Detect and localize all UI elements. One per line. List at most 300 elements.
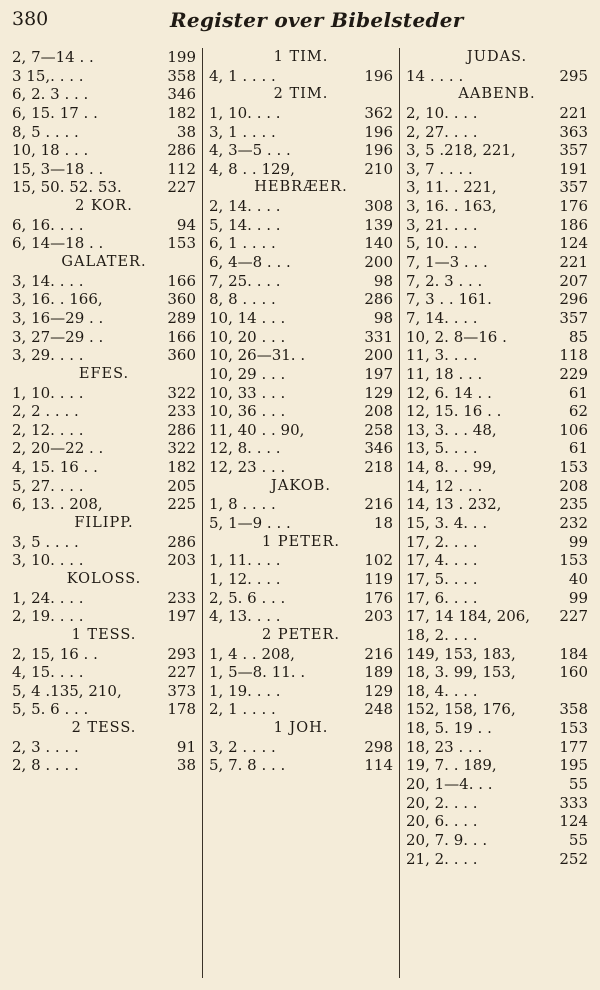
verse-reference: 3, 16. . 163, [406, 197, 497, 216]
page-reference: 40 [568, 569, 588, 588]
page-reference: 182 [167, 458, 196, 477]
page-reference: 61 [568, 439, 588, 458]
index-entry [12, 607, 196, 626]
page-reference: 102 [364, 551, 393, 570]
page-reference: 118 [559, 346, 588, 365]
index-entry [209, 402, 393, 421]
verse-reference: 2, 10. . . . [406, 103, 478, 122]
page-reference: 112 [167, 159, 196, 178]
page-reference: 207 [559, 271, 588, 290]
page-reference: 119 [364, 569, 393, 588]
verse-reference: 18, 3. 99, 153, [406, 663, 516, 682]
verse-reference: 4, 15. 16 . . [12, 458, 98, 477]
verse-reference: 7, 2. 3 . . . [406, 271, 483, 290]
page-reference: 18 [373, 514, 393, 533]
verse-reference: 20, 2. . . . [406, 793, 478, 812]
verse-reference: 11, 40 . . 90, [209, 420, 305, 439]
page-reference: 289 [167, 308, 196, 327]
index-entry [12, 290, 196, 309]
index-entry [209, 514, 393, 533]
index-entry [209, 160, 393, 179]
index-entry [406, 570, 588, 589]
index-entry [406, 216, 588, 235]
index-entry [209, 141, 393, 160]
column-divider [399, 48, 400, 978]
index-entry [12, 402, 196, 421]
index-entry [406, 253, 588, 272]
index-entry [406, 794, 588, 813]
verse-reference: 17, 2. . . . [406, 532, 478, 551]
verse-reference: 10, 2. 8—16 . [406, 327, 507, 346]
index-entry [406, 514, 588, 533]
page-reference: 62 [568, 402, 588, 421]
verse-reference: 11, 18 . . . [406, 364, 483, 383]
page-reference: 55 [568, 830, 588, 849]
page-reference: 286 [167, 420, 196, 439]
page-reference: 233 [167, 402, 196, 421]
index-entry [209, 551, 393, 570]
book-heading: 2 TESS. [71, 720, 137, 737]
index-entry [209, 421, 393, 440]
book-heading: EFES. [78, 365, 130, 382]
page-reference: 99 [568, 588, 588, 607]
index-entry [12, 756, 196, 775]
page-reference: 205 [167, 476, 196, 495]
page-reference: 98 [373, 271, 393, 290]
index-entry [209, 607, 393, 626]
index-entry [209, 67, 393, 86]
verse-reference: 19, 7. . 189, [406, 756, 497, 775]
verse-reference: 7, 3 . . 161. [406, 290, 492, 309]
verse-reference: 18, 5. 19 . . [406, 719, 492, 738]
page-reference: 235 [559, 495, 588, 514]
index-entry [209, 346, 393, 365]
page-reference: 295 [559, 66, 588, 85]
verse-reference: 6, 15. 17 . . [12, 103, 98, 122]
page-reference: 232 [559, 514, 588, 533]
verse-reference: 13, 3. . . 48, [406, 420, 497, 439]
index-entry [209, 290, 393, 309]
index-entry [209, 570, 393, 589]
verse-reference: 2, 14. . . . [209, 197, 281, 216]
verse-reference: 2, 7—14 . . [12, 48, 94, 66]
page-reference: 227 [167, 178, 196, 197]
page-reference: 38 [176, 756, 196, 775]
index-entry [209, 197, 393, 216]
index-entry [12, 439, 196, 458]
verse-reference: 2, 20—22 . . [12, 439, 104, 458]
page-reference: 186 [559, 215, 588, 234]
index-entry [406, 850, 588, 869]
page-reference: 166 [167, 327, 196, 346]
verse-reference: 10, 20 . . . [209, 327, 286, 346]
index-entry [406, 439, 588, 458]
index-entry [209, 458, 393, 477]
index-entry [209, 439, 393, 458]
verse-reference: 2, 2 . . . . [12, 402, 79, 421]
index-entry [12, 67, 196, 86]
verse-reference: 1, 11. . . . [209, 551, 281, 570]
index-entry [12, 551, 196, 570]
index-entry [209, 253, 393, 272]
page-reference: 195 [559, 756, 588, 775]
index-entry [12, 495, 196, 514]
page-reference: 184 [559, 644, 588, 663]
page-reference: 139 [364, 215, 393, 234]
verse-reference: 2, 12. . . . [12, 420, 84, 439]
index-entry [209, 645, 393, 664]
index-entry [406, 178, 588, 197]
verse-reference: 10, 36 . . . [209, 402, 286, 421]
index-entry [209, 756, 393, 775]
page-reference: 373 [167, 681, 196, 700]
page-reference: 208 [364, 402, 393, 421]
verse-reference: 1, 8 . . . . [209, 495, 276, 514]
page-reference: 91 [176, 737, 196, 756]
index-entry [12, 85, 196, 104]
index-entry [209, 682, 393, 701]
page-reference: 166 [167, 271, 196, 290]
verse-reference: 4, 8 . . 129, [209, 159, 295, 178]
verse-reference: 3, 2 . . . . [209, 737, 276, 756]
verse-reference: 8, 8 . . . . [209, 290, 276, 309]
page-reference: 227 [559, 607, 588, 626]
verse-reference: 10, 18 . . . [12, 141, 89, 160]
verse-reference: 6, 14—18 . . [12, 234, 104, 253]
page-reference: 248 [364, 700, 393, 719]
page-reference: 216 [364, 644, 393, 663]
verse-reference: 2, 15, 16 . . [12, 644, 98, 663]
index-entry [12, 48, 196, 67]
index-entry [406, 756, 588, 775]
verse-reference: 6, 4—8 . . . [209, 253, 291, 272]
index-entry [406, 775, 588, 794]
verse-reference: 14, 13 . 232, [406, 495, 502, 514]
page-reference: 106 [559, 420, 588, 439]
index-entry [406, 197, 588, 216]
page-reference: 200 [364, 346, 393, 365]
verse-reference: 17, 6. . . . [406, 588, 478, 607]
index-entry [209, 589, 393, 608]
verse-reference: 4, 15. . . . [12, 663, 84, 682]
verse-reference: 5, 4 .135, 210, [12, 681, 122, 700]
index-entry [209, 234, 393, 253]
verse-reference: 3, 5 . . . . [12, 532, 79, 551]
index-entry [406, 123, 588, 142]
index-entry [12, 682, 196, 701]
verse-reference: 5, 14. . . . [209, 215, 281, 234]
page-reference: 216 [364, 495, 393, 514]
page-reference: 38 [176, 122, 196, 141]
index-entry [406, 551, 588, 570]
index-entry [406, 831, 588, 850]
index-entry [209, 365, 393, 384]
book-heading: 2 KOR. [75, 198, 133, 215]
page-reference: 203 [167, 551, 196, 570]
verse-reference: 4, 1 . . . . [209, 66, 276, 85]
index-entry [406, 421, 588, 440]
page-reference: 124 [559, 234, 588, 253]
verse-reference: 2, 1 . . . . [209, 700, 276, 719]
page-reference: 196 [364, 122, 393, 141]
index-entry [209, 104, 393, 123]
page-reference: 357 [559, 141, 588, 160]
verse-reference: 3, 16. . 166, [12, 290, 103, 309]
verse-reference: 4, 3—5 . . . [209, 141, 291, 160]
verse-reference: 3, 14. . . . [12, 271, 84, 290]
page-reference: 114 [364, 756, 393, 775]
index-entry [406, 682, 588, 701]
verse-reference: 5, 7. 8 . . . [209, 756, 286, 775]
verse-reference: 1, 24. . . . [12, 588, 84, 607]
page-reference: 153 [559, 551, 588, 570]
verse-reference: 3 15,. . . . [12, 66, 84, 85]
page-reference: 197 [167, 607, 196, 626]
book-heading: JAKOB. [271, 477, 331, 494]
page-reference: 197 [364, 364, 393, 383]
page-reference: 229 [559, 364, 588, 383]
index-entry [406, 141, 588, 160]
index-entry [209, 272, 393, 291]
page-reference: 196 [364, 66, 393, 85]
index-entry [406, 328, 588, 347]
verse-reference: 13, 5. . . . [406, 439, 478, 458]
index-entry [209, 663, 393, 682]
index-column-2 [209, 48, 393, 978]
page-reference: 178 [167, 700, 196, 719]
index-entry [209, 216, 393, 235]
page-reference: 221 [559, 103, 588, 122]
page-reference: 286 [167, 141, 196, 160]
index-entry [406, 533, 588, 552]
index-entry [406, 589, 588, 608]
page-reference: 346 [167, 85, 196, 104]
verse-reference: 3, 29. . . . [12, 346, 84, 365]
verse-reference: 12, 8. . . . [209, 439, 281, 458]
verse-reference: 1, 5—8. 11. . [209, 663, 306, 682]
verse-reference: 20, 1—4. . . [406, 774, 493, 793]
verse-reference: 152, 158, 176, [406, 700, 516, 719]
page-header [0, 0, 600, 40]
page-reference: 189 [364, 663, 393, 682]
page-reference: 258 [364, 420, 393, 439]
verse-reference: 20, 6. . . . [406, 812, 478, 831]
index-entry [12, 477, 196, 496]
page-reference: 94 [176, 215, 196, 234]
page-reference: 357 [559, 308, 588, 327]
page-reference: 218 [364, 458, 393, 477]
verse-reference: 6, 13. . 208, [12, 495, 103, 514]
page-reference: 196 [364, 141, 393, 160]
verse-reference: 14, 8. . . 99, [406, 458, 497, 477]
page-reference: 153 [559, 719, 588, 738]
page-reference: 346 [364, 439, 393, 458]
page-reference: 357 [559, 178, 588, 197]
index-entry [12, 738, 196, 757]
verse-reference: 2, 8 . . . . [12, 756, 79, 775]
page-reference: 200 [364, 253, 393, 272]
book-heading: HEBRÆER. [254, 179, 348, 196]
verse-reference: 8, 5 . . . . [12, 122, 79, 141]
index-entry [209, 700, 393, 719]
verse-reference: 20, 7. 9. . . [406, 830, 488, 849]
verse-reference: 3, 11. . 221, [406, 178, 497, 197]
page-number: 380 [12, 8, 49, 30]
verse-reference: 1, 10. . . . [12, 383, 84, 402]
index-entry [12, 178, 196, 197]
page-reference: 85 [568, 327, 588, 346]
page-reference: 203 [364, 607, 393, 626]
index-entry [209, 328, 393, 347]
index-entry [12, 421, 196, 440]
index-entry [406, 812, 588, 831]
verse-reference: 2, 19. . . . [12, 607, 84, 626]
index-entry [12, 309, 196, 328]
index-entry [406, 104, 588, 123]
page-reference: 360 [167, 346, 196, 365]
verse-reference: 15, 3. 4. . . [406, 514, 488, 533]
verse-reference: 10, 14 . . . [209, 308, 286, 327]
verse-reference: 6, 2. 3 . . . [12, 85, 89, 104]
index-entry [12, 700, 196, 719]
page-reference: 129 [364, 681, 393, 700]
index-entry [12, 141, 196, 160]
index-entry [12, 328, 196, 347]
page-reference: 129 [364, 383, 393, 402]
page-reference: 177 [559, 737, 588, 756]
verse-reference: 3, 10. . . . [12, 551, 84, 570]
index-entry [406, 477, 588, 496]
verse-reference: 6, 1 . . . . [209, 234, 276, 253]
page-reference: 293 [167, 644, 196, 663]
book-heading: GALATER. [61, 254, 147, 271]
index-entry [12, 384, 196, 403]
verse-reference: 3, 5 .218, 221, [406, 141, 516, 160]
page-reference: 221 [559, 253, 588, 272]
index-entry [406, 309, 588, 328]
verse-reference: 7, 14. . . . [406, 308, 478, 327]
index-entry [406, 607, 588, 626]
verse-reference: 7, 25. . . . [209, 271, 281, 290]
index-column-1 [12, 48, 196, 978]
index-entry [209, 495, 393, 514]
verse-reference: 7, 1—3 . . . [406, 253, 488, 272]
verse-reference: 1, 12. . . . [209, 569, 281, 588]
verse-reference: 12, 15. 16 . . [406, 402, 502, 421]
verse-reference: 5, 5. 6 . . . [12, 700, 89, 719]
verse-reference: 4, 13. . . . [209, 607, 281, 626]
page-reference: 360 [167, 290, 196, 309]
verse-reference: 17, 5. . . . [406, 569, 478, 588]
page-reference: 296 [559, 290, 588, 309]
index-entry [406, 272, 588, 291]
index-entry [406, 346, 588, 365]
index-entry [406, 495, 588, 514]
page-reference: 61 [568, 383, 588, 402]
book-heading: JUDAS. [466, 49, 528, 65]
index-entry [12, 533, 196, 552]
page-reference: 322 [167, 439, 196, 458]
verse-reference: 6, 16. . . . [12, 215, 84, 234]
page-reference: 363 [559, 122, 588, 141]
index-entry [406, 67, 588, 86]
page-reference: 331 [364, 327, 393, 346]
verse-reference: 18, 2. . . . [406, 625, 478, 644]
verse-reference: 3, 16—29 . . [12, 308, 104, 327]
page-reference: 140 [364, 234, 393, 253]
verse-reference: 2, 3 . . . . [12, 737, 79, 756]
page-reference: 322 [167, 383, 196, 402]
index-entry [406, 234, 588, 253]
index-entry [12, 104, 196, 123]
verse-reference: 11, 3. . . . [406, 346, 478, 365]
column-divider [202, 48, 203, 978]
verse-reference: 18, 4. . . . [406, 681, 478, 700]
verse-reference: 14, 12 . . . [406, 476, 483, 495]
index-entry [12, 123, 196, 142]
index-entry [12, 645, 196, 664]
page-reference: 362 [364, 103, 393, 122]
book-heading: 1 PETER. [262, 533, 340, 550]
page-reference: 99 [568, 532, 588, 551]
page-reference: 333 [559, 793, 588, 812]
book-heading: AABENB. [458, 86, 536, 103]
verse-reference: 1, 10. . . . [209, 103, 281, 122]
verse-reference: 5, 1—9 . . . [209, 514, 291, 533]
index-entry [406, 290, 588, 309]
index-entry [209, 123, 393, 142]
verse-reference: 10, 33 . . . [209, 383, 286, 402]
book-heading: FILIPP. [74, 515, 134, 532]
index-entry [209, 384, 393, 403]
verse-reference: 5, 27. . . . [12, 476, 84, 495]
verse-reference: 10, 29 . . . [209, 364, 286, 383]
verse-reference: 12, 6. 14 . . [406, 383, 492, 402]
index-entry-continuation [406, 645, 588, 664]
book-heading: 1 TIM. [273, 49, 329, 65]
verse-reference: 3, 1 . . . . [209, 122, 276, 141]
page-reference: 286 [167, 532, 196, 551]
verse-reference: 2, 27. . . . [406, 122, 478, 141]
verse-reference: 149, 153, 183, [406, 644, 516, 663]
page-reference: 358 [167, 66, 196, 85]
verse-reference: 2, 5. 6 . . . [209, 588, 286, 607]
index-entry [406, 738, 588, 757]
page-reference: 233 [167, 588, 196, 607]
book-heading: 2 PETER. [262, 626, 340, 643]
page-reference: 308 [364, 197, 393, 216]
index-entry [406, 626, 588, 645]
page-reference: 98 [373, 308, 393, 327]
index-entry [406, 384, 588, 403]
verse-reference: 1, 19. . . . [209, 681, 281, 700]
verse-reference: 5, 10. . . . [406, 234, 478, 253]
page-reference: 358 [559, 700, 588, 719]
page-reference: 227 [167, 663, 196, 682]
page-reference: 298 [364, 737, 393, 756]
page-reference: 191 [559, 159, 588, 178]
index-entry [12, 589, 196, 608]
index-entry [406, 719, 588, 738]
page-reference: 225 [167, 495, 196, 514]
index-entry [12, 160, 196, 179]
page-reference: 153 [167, 234, 196, 253]
book-heading: KOLOSS. [66, 570, 142, 587]
page-reference: 286 [364, 290, 393, 309]
verse-reference: 18, 23 . . . [406, 737, 483, 756]
index-column-3 [406, 48, 588, 978]
verse-reference: 1, 4 . . 208, [209, 644, 295, 663]
